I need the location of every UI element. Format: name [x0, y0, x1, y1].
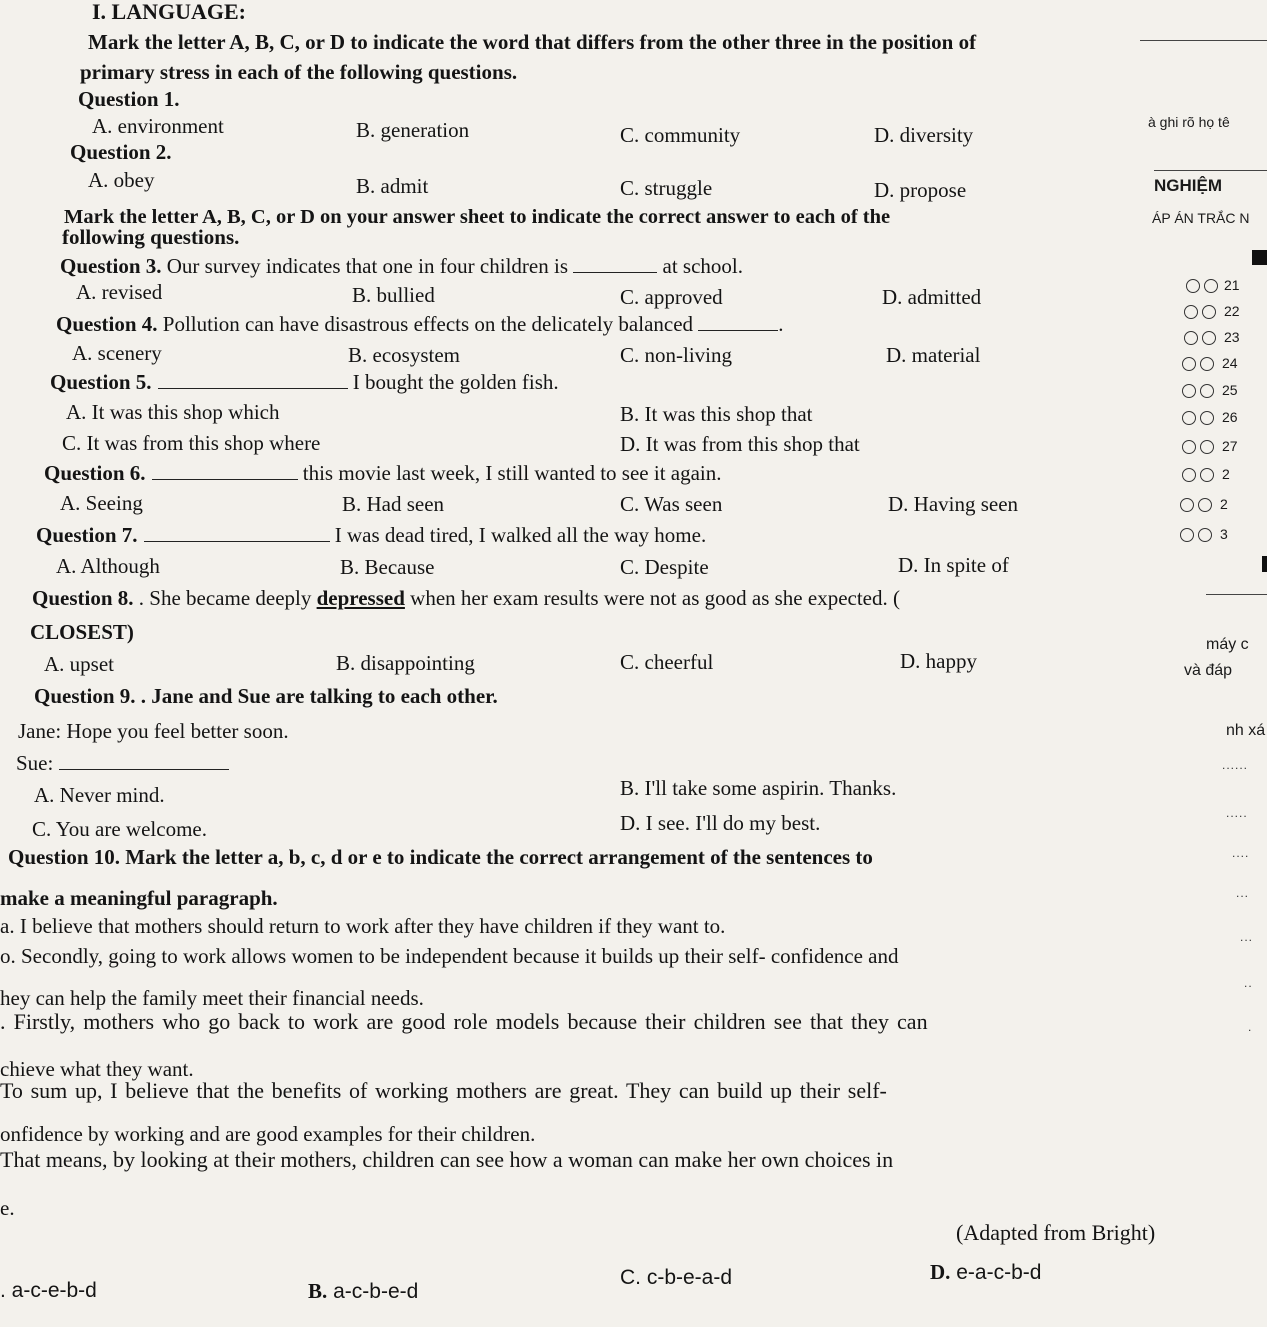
- bubble: [1184, 305, 1198, 319]
- bubble: [1186, 279, 1200, 293]
- question-7-option-b: B. Because: [340, 555, 435, 579]
- item-number: 25: [1222, 382, 1238, 398]
- side-note-2: máy c: [1206, 636, 1249, 653]
- question-9-sue: [16, 751, 229, 775]
- dotted-line: ...: [1236, 886, 1250, 900]
- answer-blank: [59, 765, 229, 770]
- question-9-option-a: A. Never mind.: [34, 783, 165, 807]
- question-7-stem: [36, 523, 706, 547]
- question-2-label: Question 2.: [70, 140, 172, 164]
- question-9-stem: [34, 684, 498, 708]
- question-6-option-a: A. Seeing: [60, 491, 143, 515]
- question-6-text-end: this movie last week, I still wanted to see it again.: [297, 461, 722, 485]
- bubble: [1184, 331, 1198, 345]
- question-4-option-a: A. scenery: [72, 341, 162, 365]
- question-5-text-end: I bought the golden fish.: [347, 370, 559, 394]
- item-number: 2: [1220, 496, 1228, 512]
- question-7-label: Question 7.: [36, 523, 138, 547]
- question-8-option-b: B. disappointing: [336, 651, 475, 675]
- question-2-option-d: D. propose: [874, 178, 967, 202]
- paragraph-sentence-c-line2: chieve what they want.: [0, 1057, 194, 1081]
- side-note-1: à ghi rõ họ tê: [1148, 114, 1230, 130]
- question-8-text-start: . She became deeply: [133, 586, 317, 610]
- paragraph-source: (Adapted from Bright): [956, 1220, 1156, 1245]
- option-b-text: a-c-b-e-d: [327, 1280, 419, 1303]
- question-7-option-d: D. In spite of: [898, 553, 1009, 577]
- bubble: [1182, 411, 1196, 425]
- divider: [1154, 170, 1267, 171]
- paragraph-sentence-c-line1: . Firstly, mothers who go back to work are good role models because their children see that they can: [0, 1009, 928, 1034]
- question-10-instruction-line2: make a meaningful paragraph.: [0, 886, 278, 910]
- instruction-stress-line2: primary stress in each of the following questions.: [80, 60, 518, 84]
- bubble: [1200, 411, 1214, 425]
- option-b-letter: B.: [308, 1279, 328, 1303]
- question-2-option-b: B. admit: [356, 174, 429, 198]
- question-4-stem: [56, 312, 784, 336]
- answer-sheet-edge: [1140, 0, 1267, 1327]
- divider: [1206, 594, 1267, 595]
- paragraph-sentence-e-line1: That means, by looking at their mothers, children can see how a woman can make her own choices in: [0, 1147, 894, 1172]
- dotted-line: ..: [1244, 976, 1253, 990]
- item-number: 26: [1222, 409, 1238, 425]
- bubble: [1180, 528, 1194, 542]
- question-5-option-a: A. It was this shop which: [66, 400, 280, 424]
- bubble: [1198, 498, 1212, 512]
- dotted-line: ...: [1240, 930, 1254, 944]
- option-d-text: e-a-c-b-d: [950, 1261, 1042, 1284]
- bubble: [1182, 357, 1196, 371]
- question-4-option-c: C. non-living: [620, 343, 733, 367]
- question-7-option-a: A. Although: [56, 554, 160, 578]
- question-3-option-a: A. revised: [76, 280, 163, 304]
- dotted-line: .....: [1226, 806, 1248, 820]
- item-number: 21: [1224, 277, 1240, 293]
- question-3-label: Question 3.: [60, 254, 162, 278]
- question-7-text-end: I was dead tired, I walked all the way home.: [329, 523, 707, 547]
- item-number: 24: [1222, 355, 1238, 371]
- question-5-option-b: B. It was this shop that: [620, 402, 813, 426]
- side-subheading: ÁP ÁN TRẮC N: [1152, 210, 1250, 226]
- paragraph-sentence-d-line2: onfidence by working and are good examples for their children.: [0, 1122, 536, 1146]
- bubble: [1182, 468, 1196, 482]
- item-number: 2: [1222, 466, 1230, 482]
- question-6-option-c: C. Was seen: [620, 492, 723, 516]
- question-3-option-d: D. admitted: [882, 285, 982, 309]
- item-number: 27: [1222, 438, 1238, 454]
- question-8-label: Question 8.: [32, 586, 134, 610]
- bubble: [1200, 357, 1214, 371]
- question-9-option-c: C. You are welcome.: [32, 817, 207, 841]
- question-9-text: . Jane and Sue are talking to each other.: [135, 684, 498, 708]
- question-8-text-end: when her exam results were not as good as she expected. (: [404, 586, 900, 610]
- paragraph-sentence-b-line1: o. Secondly, going to work allows women to be independent because it builds up their self- confidence and: [0, 944, 899, 968]
- question-1-option-a: A. environment: [92, 114, 224, 138]
- question-4-text-end: .: [778, 312, 784, 336]
- dotted-line: ....: [1232, 846, 1250, 860]
- bubble: [1182, 384, 1196, 398]
- bubble: [1202, 305, 1216, 319]
- question-10-option-d: [930, 1260, 1041, 1285]
- bubble: [1182, 440, 1196, 454]
- bubble: [1180, 498, 1194, 512]
- question-8-option-d: D. happy: [900, 649, 977, 673]
- question-2-option-c: C. struggle: [620, 176, 713, 200]
- instruction-stress-line1: Mark the letter A, B, C, or D to indicate the word that differs from the other three in the position of: [88, 30, 977, 54]
- dotted-line: ......: [1222, 758, 1249, 772]
- divider: [1140, 40, 1267, 41]
- side-heading: NGHIỆM: [1154, 176, 1222, 195]
- paragraph-sentence-b-line2: hey can help the family meet their financial needs.: [0, 986, 424, 1010]
- question-8-closest: CLOSEST): [30, 620, 134, 644]
- question-1-option-b: B. generation: [356, 118, 470, 142]
- question-6-option-d: D. Having seen: [888, 492, 1019, 516]
- question-10-option-c: C. c-b-e-a-d: [620, 1266, 733, 1289]
- answer-blank: [573, 268, 657, 273]
- bubble: [1200, 384, 1214, 398]
- question-10-option-b: [308, 1279, 418, 1304]
- item-number: 3: [1220, 526, 1228, 542]
- bubble: [1198, 528, 1212, 542]
- paragraph-sentence-e-line2: e.: [0, 1196, 15, 1220]
- question-3-stem: [60, 254, 743, 278]
- question-8-option-a: A. upset: [44, 652, 114, 676]
- question-1-label: Question 1.: [78, 87, 180, 111]
- item-number: 23: [1224, 329, 1240, 345]
- question-7-option-c: C. Despite: [620, 555, 709, 579]
- side-note-3: và đáp: [1184, 662, 1233, 679]
- answer-blank: [698, 326, 778, 331]
- item-number: 22: [1224, 303, 1240, 319]
- dotted-line: .: [1248, 1020, 1253, 1034]
- paragraph-sentence-d-line1: To sum up, I believe that the benefits of working mothers are great. They can build up their self-: [0, 1078, 887, 1103]
- sheet-marker: [1252, 250, 1267, 265]
- question-8-underlined-word: depressed: [316, 586, 405, 610]
- option-d-letter: D.: [930, 1260, 951, 1284]
- question-3-text-end: at school.: [657, 254, 743, 278]
- question-5-option-d: D. It was from this shop that: [620, 432, 860, 456]
- question-8-stem: [32, 586, 900, 610]
- question-10-instruction-line1: Question 10. Mark the letter a, b, c, d or e to indicate the correct arrangement of the sentences to: [8, 845, 873, 869]
- question-4-option-b: B. ecosystem: [348, 343, 460, 367]
- question-6-option-b: B. Had seen: [342, 492, 445, 516]
- question-9-option-d: D. I see. I'll do my best.: [620, 811, 821, 835]
- question-1-option-c: C. community: [620, 123, 741, 147]
- question-5-label: Question 5.: [50, 370, 152, 394]
- question-1-option-d: D. diversity: [874, 123, 974, 147]
- answer-blank: [158, 384, 348, 389]
- paragraph-sentence-a: a. I believe that mothers should return to work after they have children if they want to.: [0, 914, 726, 938]
- sheet-marker: [1262, 556, 1267, 572]
- question-5-stem: [50, 370, 559, 394]
- question-5-option-c: C. It was from this shop where: [62, 431, 321, 455]
- answer-blank: [152, 475, 298, 480]
- answer-blank: [144, 537, 330, 542]
- question-8-option-c: C. cheerful: [620, 650, 714, 674]
- question-4-option-d: D. material: [886, 343, 981, 367]
- question-9-label: Question 9.: [34, 684, 136, 708]
- bubble: [1202, 331, 1216, 345]
- question-2-option-a: A. obey: [88, 168, 155, 192]
- question-9-option-b: B. I'll take some aspirin. Thanks.: [620, 776, 897, 800]
- bubble: [1200, 468, 1214, 482]
- question-10-option-a: . a-c-e-b-d: [0, 1279, 97, 1302]
- question-6-stem: [44, 461, 722, 485]
- side-note-4: nh xá: [1226, 722, 1266, 739]
- question-9-jane: Jane: Hope you feel better soon.: [18, 719, 289, 743]
- question-4-text-start: Pollution can have disastrous effects on the delicately balanced: [157, 312, 699, 336]
- question-3-text-start: Our survey indicates that one in four children is: [161, 254, 574, 278]
- section-title: I. LANGUAGE:: [92, 0, 247, 24]
- question-9-sue-label: Sue:: [16, 751, 59, 775]
- question-6-label: Question 6.: [44, 461, 146, 485]
- bubble: [1200, 440, 1214, 454]
- question-3-option-b: B. bullied: [352, 283, 435, 307]
- bubble: [1204, 279, 1218, 293]
- instruction-answer-line1: Mark the letter A, B, C, or D on your answer sheet to indicate the correct answer to each of the: [64, 206, 891, 228]
- question-4-label: Question 4.: [56, 312, 158, 336]
- question-3-option-c: C. approved: [620, 285, 723, 309]
- instruction-answer-line2: following questions.: [62, 225, 240, 249]
